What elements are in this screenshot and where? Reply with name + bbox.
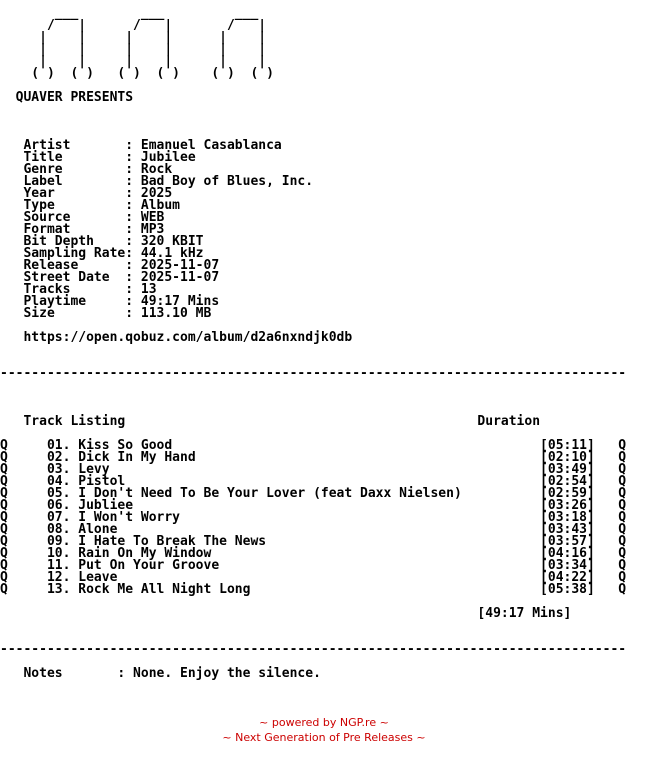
info-row-street-date: Street Date : 2025-11-07 xyxy=(0,270,220,285)
track-row: Q 04. Pistol [02:54] Q xyxy=(0,474,627,489)
total-duration: [49:17 Mins] xyxy=(0,606,572,621)
blank-line xyxy=(0,104,648,116)
info-row-playtime: Playtime : 49:17 Mins xyxy=(0,294,220,309)
track-row: Q 07. I Won't Worry [03:18] Q xyxy=(0,510,627,525)
track-listing-header: Track Listing Duration xyxy=(0,414,541,429)
logo-art-line: | | | | | | xyxy=(0,54,267,69)
info-row-bit-depth: Bit Depth : 320 KBIT xyxy=(0,234,204,249)
info-row-sampling-rate: Sampling Rate: 44.1 kHz xyxy=(0,246,204,261)
track-row: Q 09. I Hate To Break The News [03:57] Q xyxy=(0,534,627,549)
info-row-tracks: Tracks : 13 xyxy=(0,282,157,297)
footer-powered-by: ~ powered by NGP.re ~ xyxy=(259,716,389,729)
blank-line xyxy=(0,380,648,392)
info-row-release: Release : 2025-11-07 xyxy=(0,258,220,273)
info-row-format: Format : MP3 xyxy=(0,222,165,237)
info-row-genre: Genre : Rock xyxy=(0,162,173,177)
logo-art-line: ___ ___ ___ xyxy=(0,6,259,21)
blank-line xyxy=(0,392,648,404)
track-row: Q 13. Rock Me All Night Long [05:38] Q xyxy=(0,582,627,597)
track-row: Q 05. I Don't Need To Be Your Lover (feat Daxx Nielsen) [02:59] Q xyxy=(0,486,627,501)
album-url: https://open.qobuz.com/album/d2a6nxndjk0db xyxy=(0,330,353,345)
info-row-year: Year : 2025 xyxy=(0,186,173,201)
footer-tagline: ~ Next Generation of Pre Releases ~ xyxy=(222,731,426,744)
logo-art-line: ( ) ( ) ( ) ( ) ( ) ( ) xyxy=(0,66,274,81)
presents-heading: QUAVER PRESENTS xyxy=(0,90,134,105)
info-row-type: Type : Album xyxy=(0,198,181,213)
separator-line: -------------------------------------------------------------------------------- xyxy=(0,366,627,381)
info-row-size: Size : 113.10 MB xyxy=(0,306,212,321)
track-row: Q 06. Jubliee [03:26] Q xyxy=(0,498,627,513)
track-row: Q 02. Dick In My Hand [02:10] Q xyxy=(0,450,627,465)
track-row: Q 08. Alone [03:43] Q xyxy=(0,522,627,537)
notes-row: Notes : None. Enjoy the silence. xyxy=(0,666,321,681)
track-row: Q 10. Rain On My Window [04:16] Q xyxy=(0,546,627,561)
track-row: Q 01. Kiss So Good [05:11] Q xyxy=(0,438,627,453)
blank-line xyxy=(0,344,648,356)
logo-art-line: | | | | | | xyxy=(0,30,267,45)
track-row: Q 11. Put On Your Groove [03:34] Q xyxy=(0,558,627,573)
separator-line: -------------------------------------------------------------------------------- xyxy=(0,642,627,657)
info-row-title: Title : Jubilee xyxy=(0,150,196,165)
track-row: Q 03. Levy [03:49] Q xyxy=(0,462,627,477)
blank-line xyxy=(0,116,648,128)
info-row-label: Label : Bad Boy of Blues, Inc. xyxy=(0,174,314,189)
nfo-text xyxy=(0,8,648,680)
info-row-artist: Artist : Emanuel Casablanca xyxy=(0,138,282,153)
track-row: Q 12. Leave [04:22] Q xyxy=(0,570,627,585)
info-row-source: Source : WEB xyxy=(0,210,165,225)
logo-art-line: / | / | / | xyxy=(0,18,267,33)
blank-line xyxy=(0,620,648,632)
logo-art-line: | | | | | | xyxy=(0,42,267,57)
